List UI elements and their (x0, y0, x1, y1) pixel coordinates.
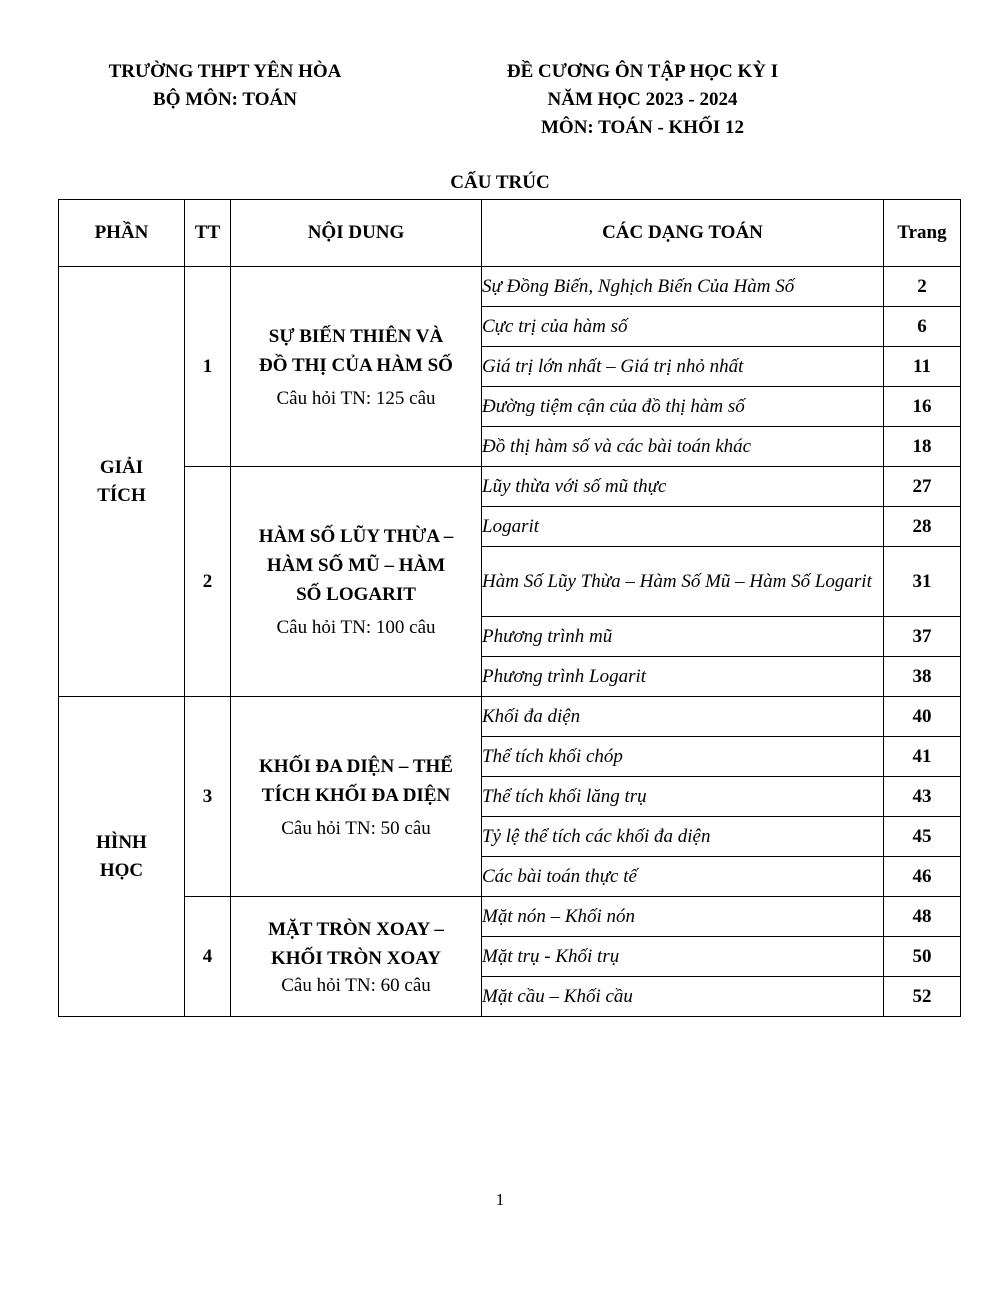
topic-name: Giá trị lớn nhất – Giá trị nhỏ nhất (482, 347, 884, 387)
document-title: ĐỀ CƯƠNG ÔN TẬP HỌC KỲ I (506, 61, 779, 82)
structure-table (58, 199, 961, 1017)
chapter-title-line: MẶT TRÒN XOAY – (268, 918, 444, 940)
chapter-content (231, 467, 482, 697)
topic-page: 11 (884, 347, 961, 387)
header-part: PHẦN (59, 200, 185, 267)
chapter-number: 4 (185, 897, 231, 1017)
table-row (59, 267, 961, 307)
topic-page: 41 (884, 737, 961, 777)
topic-page: 2 (884, 267, 961, 307)
topic-page: 43 (884, 777, 961, 817)
chapter-question-count: Câu hỏi TN: 125 câu (276, 387, 436, 409)
topic-name: Phương trình mũ (482, 617, 884, 657)
topic-page: 46 (884, 857, 961, 897)
chapter-title-line: TÍCH KHỐI ĐA DIỆN (261, 784, 451, 806)
topic-page: 38 (884, 657, 961, 697)
part-label-line: HỌC (99, 859, 144, 881)
table-row (59, 467, 961, 507)
chapter-number: 1 (185, 267, 231, 467)
chapter-content (231, 267, 482, 467)
header-page: Trang (884, 200, 961, 267)
topic-name: Khối đa diện (482, 697, 884, 737)
table-row (59, 697, 961, 737)
table-header-row (59, 200, 961, 267)
chapter-title-line: HÀM SỐ LŨY THỪA – (258, 526, 454, 547)
topic-name: Mặt nón – Khối nón (482, 897, 884, 937)
table-row (59, 897, 961, 937)
chapter-number: 2 (185, 467, 231, 697)
topic-page: 40 (884, 697, 961, 737)
topic-page: 52 (884, 977, 961, 1017)
part-cell-geometry (59, 697, 185, 1017)
topic-page: 31 (884, 547, 961, 617)
chapter-question-count: Câu hỏi TN: 60 câu (281, 974, 431, 996)
part-label-line: HÌNH (96, 831, 147, 853)
chapter-title-line: HÀM SỐ MŨ – HÀM (266, 555, 446, 576)
chapter-content (231, 697, 482, 897)
school-year: NĂM HỌC 2023 - 2024 (547, 89, 738, 110)
topic-name: Thể tích khối lăng trụ (482, 777, 884, 817)
school-name: TRƯỜNG THPT YÊN HÒA (108, 61, 342, 82)
page-number: 1 (495, 1190, 505, 1209)
chapter-question-count: Câu hỏi TN: 50 câu (281, 817, 431, 839)
topic-name: Tỷ lệ thể tích các khối đa diện (482, 817, 884, 857)
topic-name: Lũy thừa với số mũ thực (482, 467, 884, 507)
chapter-title-line: SỰ BIẾN THIÊN VÀ (268, 325, 444, 347)
topic-name: Đường tiệm cận của đồ thị hàm số (482, 387, 884, 427)
part-cell-analysis (59, 267, 185, 697)
topic-name: Mặt trụ - Khối trụ (482, 937, 884, 977)
topic-page: 45 (884, 817, 961, 857)
topic-page: 18 (884, 427, 961, 467)
topic-page: 50 (884, 937, 961, 977)
chapter-question-count: Câu hỏi TN: 100 câu (276, 617, 436, 638)
topic-name: Phương trình Logarit (482, 657, 884, 697)
topic-page: 48 (884, 897, 961, 937)
topic-page: 37 (884, 617, 961, 657)
chapter-content (231, 897, 482, 1017)
topic-name: Logarit (482, 507, 884, 547)
department-name: BỘ MÔN: TOÁN (153, 89, 297, 110)
topic-name: Các bài toán thực tế (482, 857, 884, 897)
header-content: NỘI DUNG (231, 200, 482, 267)
chapter-number: 3 (185, 697, 231, 897)
chapter-title-line: KHỐI TRÒN XOAY (271, 947, 441, 969)
topic-name: Thể tích khối chóp (482, 737, 884, 777)
topic-name: Đồ thị hàm số và các bài toán khác (482, 427, 884, 467)
chapter-title-line: SỐ LOGARIT (296, 584, 416, 605)
topic-name: Mặt cầu – Khối cầu (482, 977, 884, 1017)
school-header (70, 58, 380, 114)
part-label-line: TÍCH (97, 484, 146, 506)
topic-page: 27 (884, 467, 961, 507)
document-header (470, 58, 815, 142)
topic-name: Cực trị của hàm số (482, 307, 884, 347)
header-tt: TT (185, 200, 231, 267)
topic-page: 6 (884, 307, 961, 347)
topic-name: Sự Đồng Biến, Nghịch Biến Của Hàm Số (482, 267, 884, 307)
table-caption: CẤU TRÚC (450, 172, 550, 193)
topic-name: Hàm Số Lũy Thừa – Hàm Số Mũ – Hàm Số Logarit (482, 547, 884, 617)
chapter-title-line: ĐỒ THỊ CỦA HÀM SỐ (259, 354, 453, 376)
part-label-line: GIẢI (99, 456, 144, 478)
chapter-title-line: KHỐI ĐA DIỆN – THỂ (259, 755, 453, 777)
subject-grade: MÔN: TOÁN - KHỐI 12 (540, 117, 745, 138)
topic-page: 16 (884, 387, 961, 427)
topic-page: 28 (884, 507, 961, 547)
header-topics: CÁC DẠNG TOÁN (482, 200, 884, 267)
